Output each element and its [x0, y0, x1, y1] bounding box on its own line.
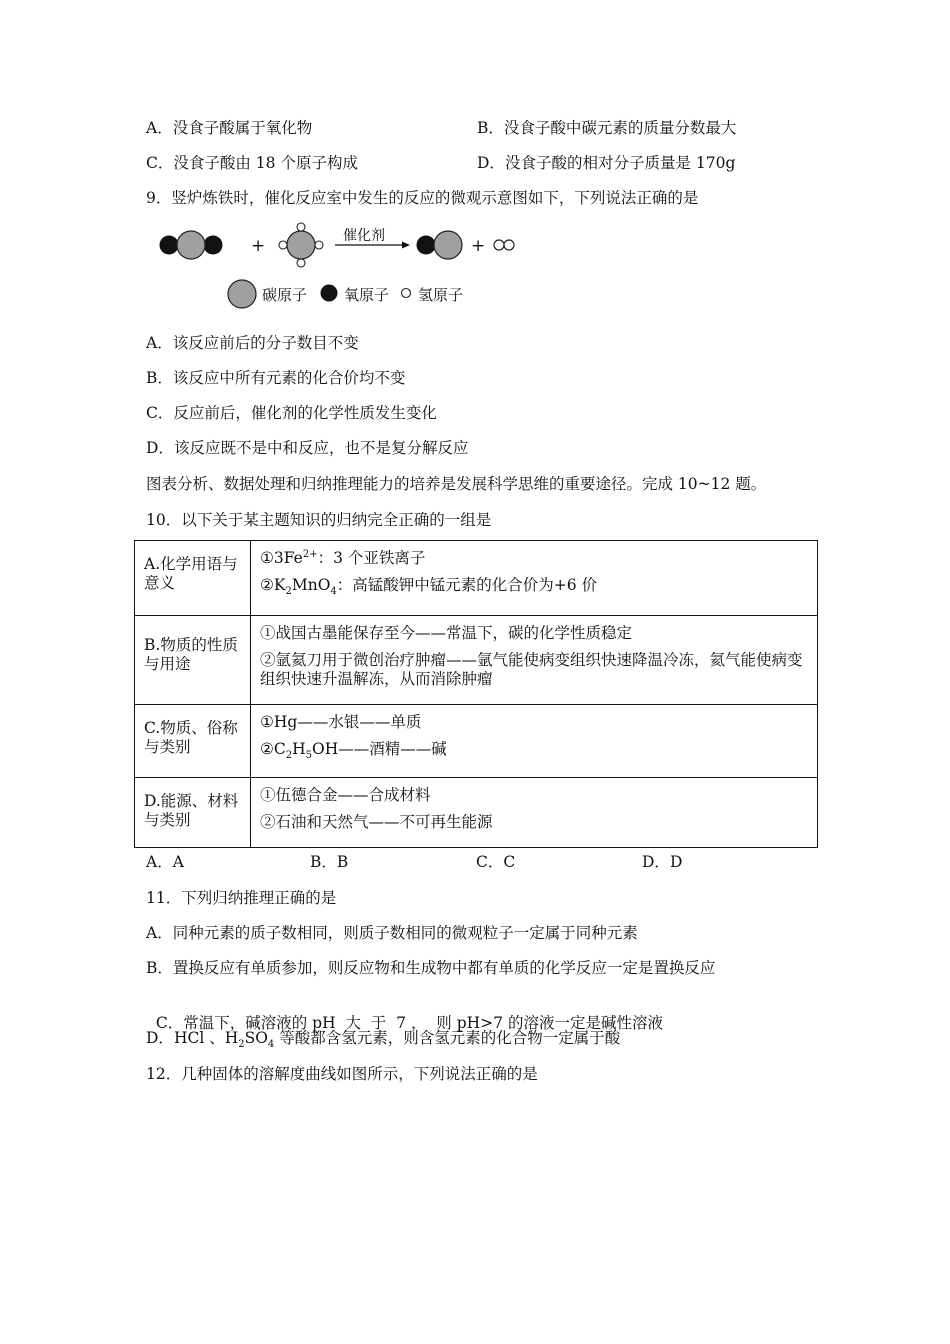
option-text: 该反应前后的分子数目不变	[172, 334, 359, 352]
legend-hydrogen: 氢原子	[418, 286, 464, 304]
option-text: 同种元素的质子数相同，则质子数相同的微观粒子一定属于同种元素	[172, 924, 638, 942]
q10-stem: 10．以下关于某主题知识的归纳完全正确的一组是	[146, 511, 492, 529]
q11-option-a	[146, 923, 638, 943]
q9-option-b	[146, 368, 405, 388]
option-label: C．	[146, 404, 174, 422]
content-cell	[251, 705, 818, 778]
option-text: 没食子酸属于氧化物	[172, 119, 313, 137]
option-label: A．	[146, 924, 173, 942]
arrow-head-icon	[402, 242, 410, 249]
q10-option-c	[476, 852, 515, 872]
carbon-atom-icon	[228, 280, 256, 308]
option-label: A．	[146, 119, 173, 137]
option-label: D．	[146, 1029, 174, 1047]
item-2: ②氩氦刀用于微创治疗肿瘤——氩气能使病变组织快速降温冷冻，氦气能使病变组织快速升温解冻，从而消除肿瘤	[260, 651, 803, 688]
content-cell	[251, 616, 818, 705]
option-text: D	[669, 853, 683, 871]
category-cell: C.物质、俗称与类别	[135, 705, 251, 778]
item-2: ②石油和天然气——不可再生能源	[260, 813, 493, 831]
option-label: B．	[146, 369, 173, 387]
option-label: A．	[146, 853, 173, 871]
diagram-legend	[228, 280, 463, 308]
table-row	[135, 705, 818, 778]
option-label: B．	[310, 853, 337, 871]
option-label: C．	[155, 1014, 184, 1032]
item-2: $②K_2MnO_4$：高锰酸钾中锰元素的化合价为+6 价	[260, 576, 598, 598]
q11-stem: 11．下列归纳推理正确的是	[146, 889, 337, 907]
option-label: D．	[146, 439, 174, 457]
option-label: B．	[477, 119, 504, 137]
option-label: D．	[477, 154, 505, 172]
item-1: $①3Fe^{2+}$：3 个亚铁离子	[260, 548, 426, 567]
option-text: A	[172, 853, 184, 871]
option-label: C．	[476, 853, 504, 871]
category-cell: B.物质的性质与用途	[135, 616, 251, 705]
q10-option-a	[146, 852, 184, 872]
option-label: A．	[146, 334, 173, 352]
legend-carbon: 碳原子	[262, 286, 308, 304]
table-row	[135, 616, 818, 705]
q9-stem: 9．竖炉炼铁时，催化反应室中发生的反应的微观示意图如下，下列说法正确的是	[146, 189, 699, 207]
table-row	[135, 778, 818, 848]
oxygen-atom-icon	[321, 285, 338, 302]
option-text: 置换反应有单质参加，则反应物和生成物中都有单质的化学反应一定是置换反应	[172, 959, 716, 977]
option-text: 没食子酸的相对分子质量是 170g	[504, 154, 736, 172]
category-cell: A.化学用语与意义	[135, 541, 251, 616]
plus-sign: +	[251, 236, 266, 256]
item-1: ①伍德合金——合成材料	[260, 786, 431, 804]
ch4-molecule	[279, 223, 323, 267]
content-cell	[251, 778, 818, 848]
option-label: D．	[642, 853, 670, 871]
option-text: 该反应既不是中和反应，也不是复分解反应	[173, 439, 469, 457]
legend-oxygen: 氧原子	[344, 286, 390, 304]
option-text: B	[336, 853, 349, 871]
category-cell: D.能源、材料与类别	[135, 778, 251, 848]
q8-option-c	[146, 153, 358, 173]
co2-molecule	[160, 231, 223, 259]
plus-sign: +	[471, 236, 486, 256]
q11-option-d: D．HCl 、$H_2SO_4$ 等酸都含氢元素，则含氢元素的化合物一定属于酸	[146, 1029, 621, 1051]
reaction-diagram	[150, 220, 530, 320]
option-text: 常温下，碱溶液的 pH 大 于 7 ， 则 pH>7 的溶液一定是碱性溶液	[183, 1014, 663, 1032]
q10-option-d	[642, 852, 682, 872]
option-label: B．	[146, 959, 173, 977]
content-cell	[251, 541, 818, 616]
q12-stem: 12．几种固体的溶解度曲线如图所示，下列说法正确的是	[146, 1065, 538, 1083]
knowledge-table	[134, 540, 818, 848]
option-text: C	[503, 853, 516, 871]
q8-option-b	[477, 118, 736, 138]
q9-option-d	[146, 438, 468, 458]
option-text: 该反应中所有元素的化合价均不变	[172, 369, 406, 387]
h2-molecule	[494, 240, 514, 250]
q10-option-b	[310, 852, 348, 872]
q8-option-d	[477, 153, 735, 173]
co-molecule	[417, 231, 463, 259]
table-row	[135, 541, 818, 616]
option-text: 没食子酸中碳元素的质量分数最大	[503, 119, 737, 137]
q9-option-c	[146, 403, 437, 423]
option-text: 没食子酸由 18 个原子构成	[173, 154, 358, 172]
item-2: $②C_2H_5OH——$酒精——碱	[260, 740, 447, 762]
q11-option-b	[146, 958, 715, 978]
item-1: ①战国古墨能保存至今——常温下，碳的化学性质稳定	[260, 624, 633, 642]
section-intro: 图表分析、数据处理和归纳推理能力的培养是发展科学思维的重要途径。完成 10~12 题。	[146, 475, 767, 493]
option-label: C．	[146, 154, 174, 172]
item-1: ①Hg——水银——单质	[260, 713, 422, 731]
q9-option-a	[146, 333, 359, 353]
q8-option-a	[146, 118, 312, 138]
option-text: 反应前后，催化剂的化学性质发生变化	[173, 404, 437, 422]
hydrogen-atom-icon	[402, 289, 411, 298]
catalyst-label: 催化剂	[343, 228, 385, 244]
q11-option-c	[146, 993, 663, 1033]
